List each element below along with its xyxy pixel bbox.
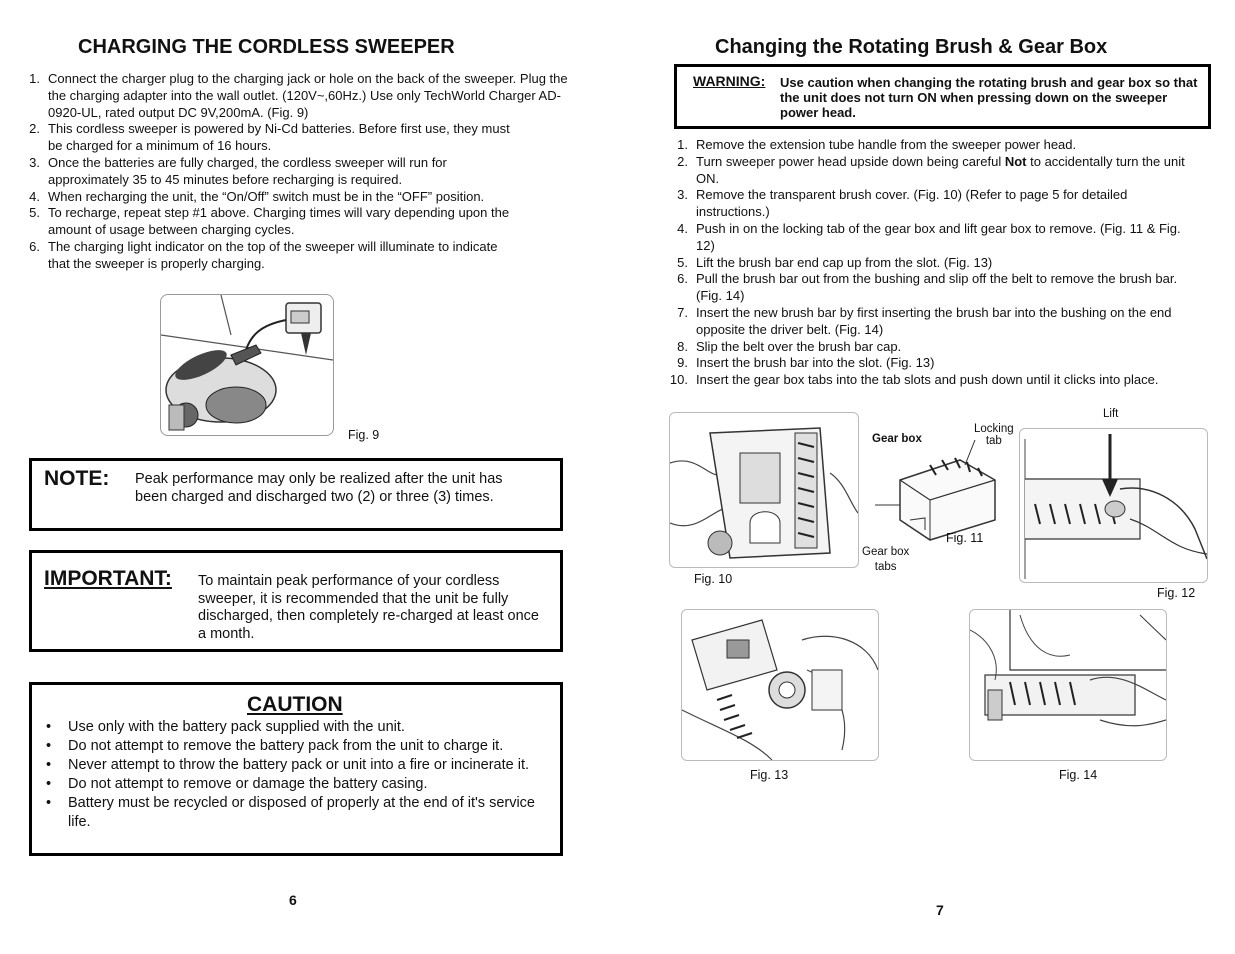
important-label: IMPORTANT: bbox=[44, 567, 172, 590]
list-item: 2. Turn sweeper power head upside down being careful Not to accidentally turn the unit ON. bbox=[677, 153, 1185, 186]
right-page-title: Changing the Rotating Brush & Gear Box bbox=[715, 36, 1108, 58]
warning-box bbox=[674, 64, 1211, 129]
lift-label: Lift bbox=[1103, 408, 1119, 420]
fig13-illustration bbox=[681, 609, 879, 761]
list-item: • Use only with the battery pack supplied with the unit. bbox=[46, 719, 405, 735]
list-item: 5. To recharge, repeat step #1 above. Charging times will vary depending upon the amount of usage between charging cycles. bbox=[29, 205, 510, 238]
fig12-illustration bbox=[1019, 428, 1208, 583]
list-item: • Battery must be recycled or disposed of properly at the end of it's service life. bbox=[46, 795, 535, 830]
fig12-caption: Fig. 12 bbox=[1157, 586, 1196, 600]
warning-text: Use caution when changing the rotating brush and gear box so that the unit does not turn ON when pressing down on the sweeper power head. bbox=[780, 75, 1198, 120]
charging-steps-list bbox=[20, 71, 575, 273]
list-item: 3. Once the batteries are fully charged, the cordless sweeper will run for approximately 35 to 45 minutes before recharging is required. bbox=[29, 154, 447, 187]
list-item: 3. Remove the transparent brush cover. (Fig. 10) (Refer to page 5 for detailed instructions.) bbox=[677, 187, 1128, 220]
fig9-caption: Fig. 9 bbox=[348, 428, 380, 442]
gear-box-tabs-label: Gear box tabs bbox=[862, 546, 910, 573]
fig13-caption: Fig. 13 bbox=[750, 768, 789, 782]
list-item: 2. This cordless sweeper is powered by Ni-Cd batteries. Before first use, they must be charged for a minimum of 16 hours. bbox=[29, 121, 510, 154]
brush-steps-list bbox=[668, 137, 1198, 389]
list-item: • Never attempt to throw the battery pack or unit into a fire or incinerate it. bbox=[46, 757, 529, 773]
note-text: Peak performance may only be realized after the unit has been charged and discharged two (2) or three (3) times. bbox=[135, 471, 503, 505]
list-item: • Do not attempt to remove or damage the battery casing. bbox=[46, 776, 428, 792]
list-item: 5. Lift the brush bar end cap up from the slot. (Fig. 13) bbox=[677, 254, 993, 270]
important-box bbox=[29, 550, 563, 652]
fig10-caption: Fig. 10 bbox=[694, 572, 733, 586]
caution-list bbox=[32, 718, 547, 832]
list-item: 1. Remove the extension tube handle from the sweeper power head. bbox=[677, 137, 1077, 152]
note-box bbox=[29, 458, 563, 531]
list-item: 10. Insert the gear box tabs into the tab slots and push down until it clicks into place. bbox=[669, 372, 1159, 388]
locking-tab-label: Locking tab bbox=[974, 423, 1014, 447]
note-label: NOTE: bbox=[44, 467, 110, 490]
fig9-illustration bbox=[160, 294, 334, 436]
list-item: 8. Slip the belt over the brush bar cap. bbox=[677, 338, 902, 354]
warning-label: WARNING: bbox=[693, 73, 766, 89]
list-item: 6. The charging light indicator on the top of the sweeper will illuminate to indicate that the sweeper is properly charging. bbox=[29, 238, 498, 271]
fig14-caption: Fig. 14 bbox=[1059, 768, 1098, 782]
list-item: 1. Connect the charger plug to the charging jack or hole on the back of the sweeper. Plug the the charging adapter into the wall outlet. (120V~,60Hz.) Use only TechWorld Charger AD-0920-UL, rated output DC 9V,200mA. (Fig. 9) bbox=[29, 71, 568, 120]
page-number-left: 6 bbox=[289, 892, 297, 908]
list-item: 4. Push in on the locking tab of the gear box and lift gear box to remove. (Fig. 11 & Fig. 12) bbox=[677, 220, 1181, 253]
fig11-caption: Fig. 11 bbox=[946, 531, 984, 545]
list-item: 9. Insert the brush bar into the slot. (Fig. 13) bbox=[677, 355, 935, 371]
caution-title: CAUTION bbox=[247, 693, 343, 716]
list-item: 6. Pull the brush bar out from the bushing and slip off the belt to remove the brush bar. (Fig. 14) bbox=[677, 271, 1178, 304]
important-text: To maintain peak performance of your cordless sweeper, it is recommended that the unit be fully discharged, then completely re-charged at least once a month. bbox=[198, 573, 539, 642]
list-item: • Do not attempt to remove the battery pack from the unit to charge it. bbox=[46, 738, 504, 754]
list-item: 4. When recharging the unit, the “On/Off” switch must be in the “OFF” position. bbox=[29, 188, 485, 204]
list-item: 7. Insert the new brush bar by first inserting the brush bar into the bushing on the end opposite the driver belt. (Fig. 14) bbox=[677, 304, 1172, 337]
page-number-right: 7 bbox=[936, 902, 944, 918]
fig14-illustration bbox=[969, 609, 1167, 761]
fig10-illustration bbox=[669, 412, 859, 568]
gear-box-label: Gear box bbox=[872, 433, 922, 445]
caution-box bbox=[29, 682, 563, 856]
left-page-title: CHARGING THE CORDLESS SWEEPER bbox=[78, 36, 455, 58]
